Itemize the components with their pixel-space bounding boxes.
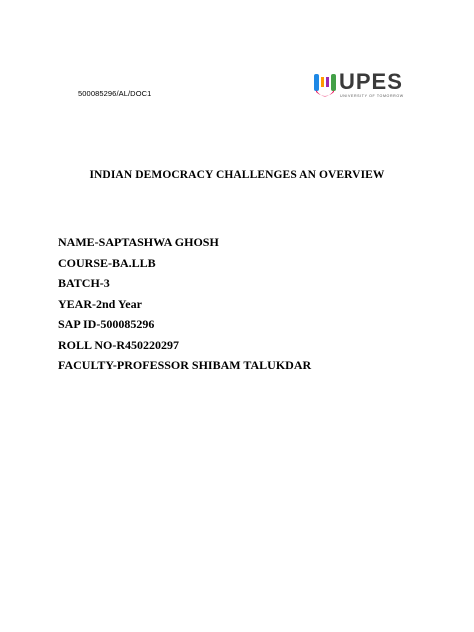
upes-u-logo-icon [313, 73, 337, 99]
detail-year: YEAR-2nd Year [58, 296, 142, 311]
logo-wordmark: UPES [339, 69, 403, 94]
logo-tagline: UNIVERSITY OF TOMORROW [340, 94, 404, 98]
upes-logo [313, 69, 404, 103]
detail-batch: BATCH-3 [58, 276, 110, 290]
detail-name: NAME-SAPTASHWA GHOSH [58, 235, 219, 249]
detail-faculty: FACULTY-PROFESSOR SHIBAM TALUKDAR [58, 358, 312, 372]
detail-roll-no: ROLL NO-R450220297 [58, 337, 180, 352]
document-title: INDIAN DEMOCRACY CHALLENGES AN OVERVIEW [89, 169, 385, 181]
document-code: 500085296/AL/DOC1 [78, 89, 152, 98]
detail-course: COURSE-BA.LLB [58, 255, 156, 270]
student-details [58, 232, 311, 376]
detail-sap-id: SAP ID-500085296 [58, 317, 155, 331]
